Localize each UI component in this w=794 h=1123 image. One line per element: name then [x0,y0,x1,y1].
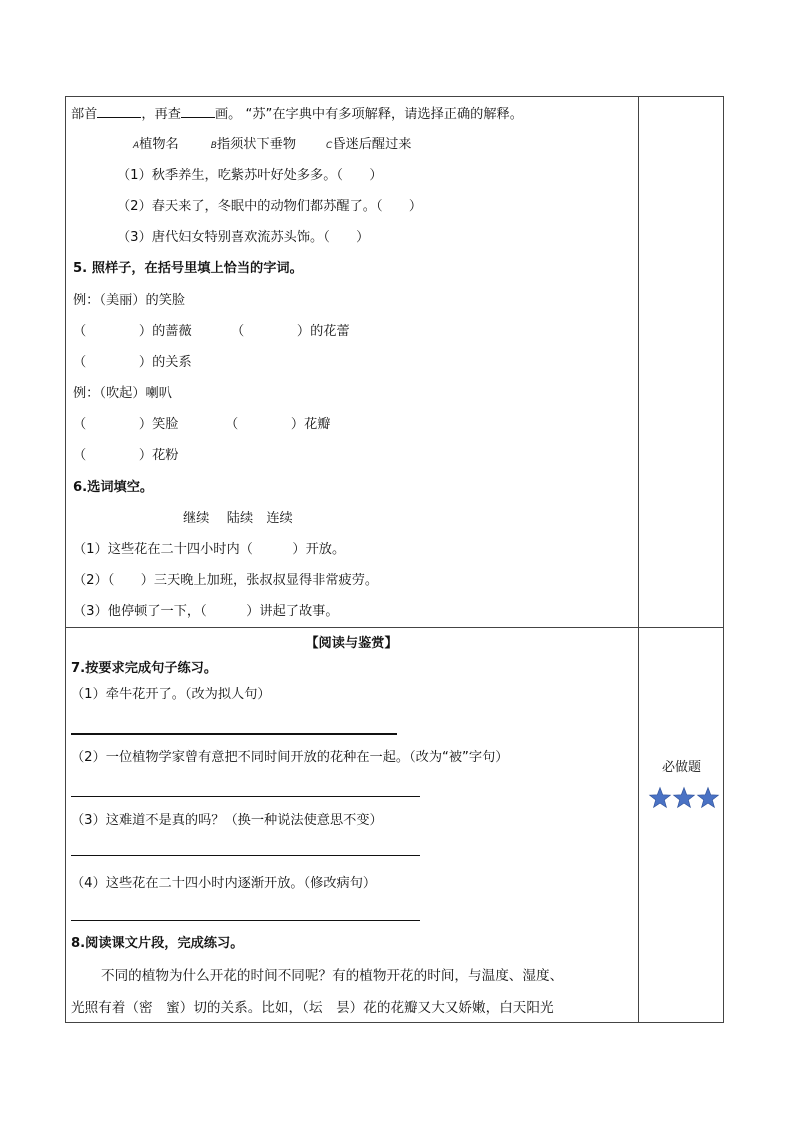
star-icon [698,788,719,808]
q7-title: 7.按要求完成句子练习。 [71,661,218,676]
option-b: B指须状下垂物 [210,137,297,152]
q6-item-2: （2）（ ）三天晚上加班，张叔叔显得非常疲劳。 [73,573,379,588]
q4-text-c: 画。 “苏”在字典中有多项解释，请选择正确的解释。 [214,107,523,122]
q7-item-2: （2）一位植物学家曾有意把不同时间开放的花种在一起。（改为“被”字句） [71,750,509,765]
section-heading: 【阅读与鉴赏】 [305,636,398,651]
answer-line-1[interactable] [71,733,397,735]
row-divider [65,627,724,628]
q5-title: 5. 照样子，在括号里填上恰当的字词。 [73,261,303,276]
q4-item-2: （2）春天来了，冬眠中的动物们都苏醒了。（ ） [117,199,423,214]
answer-line-4[interactable] [71,920,420,921]
answer-blank[interactable] [181,105,215,118]
q7-item-4: （4）这些花在二十四小时内逐渐开放。（修改病句） [71,876,377,891]
q5-blank-row2[interactable]: （ ）的关系 [73,355,192,370]
q5-blank-row4[interactable]: （ ）花粉 [73,448,179,463]
q7-item-3: （3）这难道不是真的吗？（换一种说法使意思不变） [71,813,383,828]
star-icon [650,788,671,808]
worksheet [65,96,724,1023]
q4-text-a: 部首 [71,107,98,122]
q4-options [133,136,411,155]
q6-title: 6.选词填空。 [73,480,154,495]
q5-blank-row1-a[interactable]: （ ）的蔷薇 [73,324,192,339]
required-label: 必做题 [661,760,701,775]
q5-example-1: 例：（美丽）的笑脸 [73,293,186,308]
option-a: A植物名 [133,137,179,152]
q8-passage-line-2: 光照有着（密 蜜）切的关系。比如，（坛 昙）花的花瓣又大又娇嫩，白天阳光 [71,1000,554,1016]
q4-text-b: ，再查 [141,107,181,122]
q6-word-choices: 继续 陆续 连续 [183,511,293,526]
option-c: C昏迷后醒过来 [326,137,412,152]
q8-title: 8.阅读课文片段，完成练习。 [71,936,244,951]
q5-example-2: 例：（吹起）喇叭 [73,386,172,401]
q4-instruction [71,105,523,124]
answer-line-2[interactable] [71,796,420,797]
q4-item-3: （3）唐代妇女特别喜欢流苏头饰。（ ） [117,230,370,245]
q6-item-3: （3）他停顿了一下，（ ）讲起了故事。 [73,604,339,619]
q8-passage-line-1: 不同的植物为什么开花的时间不同呢？有的植物开花的时间，与温度、湿度、 [101,968,564,984]
q5-blank-row1-b[interactable]: （ ）的花蕾 [231,324,350,339]
answer-line-3[interactable] [71,855,420,856]
q5-blank-row3-b[interactable]: （ ）花瓣 [225,417,331,432]
q5-blank-row3-a[interactable]: （ ）笑脸 [73,417,179,432]
q6-item-1: （1）这些花在二十四小时内（ ）开放。 [73,542,346,557]
star-icon [674,788,695,808]
answer-blank[interactable] [97,105,141,118]
q7-item-1: （1）牵牛花开了。（改为拟人句） [71,687,271,702]
difficulty-stars [648,786,720,810]
column-divider [638,96,639,1023]
q4-item-1: （1）秋季养生，吃紫苏叶好处多多。（ ） [117,168,383,183]
